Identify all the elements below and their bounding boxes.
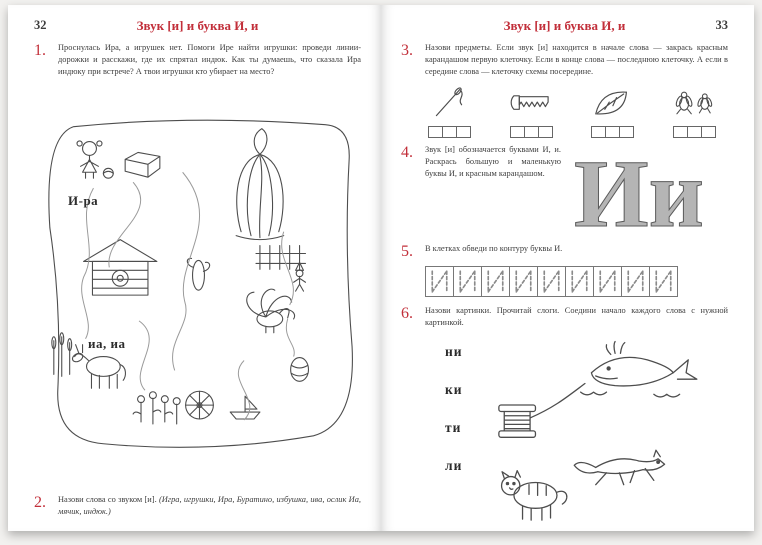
scheme-cell[interactable] [619,126,634,138]
scheme-cell[interactable] [428,126,443,138]
exercise-4-text: Звук [и] обозначается буквами И, и. Раскрась большую и маленькую буквы И, и красным карандашом. [425,144,561,178]
exercise-6-body [401,334,728,523]
syllable-li[interactable]: ли [445,457,463,473]
exercise-3-pictures [401,83,728,144]
exercise-6-number: 6. [401,304,413,322]
syllable-ki[interactable]: ки [445,381,463,397]
exercise-1-number: 1. [34,42,46,59]
trace-cell[interactable] [537,266,566,297]
trace-cell[interactable] [481,266,510,297]
exercise-3-text: Назови предметы. Если звук [и] находится в начале слова — закрась красным карандашом первую клеточку. Если в конце слова — последнюю клеточку. А если в середине слова — клеточку схемы посередине. [425,43,728,76]
scheme-cell[interactable] [456,126,471,138]
scheme-cell[interactable] [510,126,525,138]
exercise-2-instruction: Назови слова со звуком [и]. [58,495,157,505]
scheme-cell[interactable] [687,126,702,138]
exercise-1-text: Проснулась Ира, а игрушек нет. Помоги Ире найти игрушки: проведи линии-дорожки и расскажи, где их спрятал индюк. Как ты думаешь, что сказала Ира индюку при встрече? А твои игрушки кто убирает на место? [58,43,361,76]
trace-cell[interactable] [593,266,622,297]
trace-cell[interactable] [565,266,594,297]
syllable-list [401,334,463,523]
trace-cell[interactable] [453,266,482,297]
trace-cell[interactable] [425,266,454,297]
flowers-figure [133,392,180,424]
scheme-cell[interactable] [591,126,606,138]
sound-scheme[interactable] [428,126,470,138]
hut-figure [84,239,157,294]
syllable-ni[interactable]: ни [445,343,463,359]
whale-icon [580,341,696,396]
flies-icon [670,85,718,121]
page-title-left: Звук [и] и буква И, и [136,18,259,33]
picture-leaf [588,85,636,138]
cactus-figure [187,258,209,290]
scheme-cell[interactable] [701,126,716,138]
sailboat-figure [230,396,260,419]
trace-cell[interactable] [509,266,538,297]
sound-scheme[interactable] [591,126,633,138]
exercise-2-text [58,494,361,518]
girl-ira-figure [77,141,113,178]
page-number-right: 33 [715,18,728,32]
picture-flies [670,85,718,138]
exercise-5 [401,243,728,260]
exercise-2-number: 2. [34,494,46,512]
turkey-figure [247,289,295,333]
book-spread [8,5,754,531]
exercise-1 [34,42,361,78]
wheel-figure [186,391,214,419]
big-letters-ii [572,144,724,238]
exercise-6-pictures [463,334,728,523]
picture-saw [507,85,555,138]
page-32 [8,5,381,531]
sound-scheme[interactable] [673,126,715,138]
exercise-6 [401,305,728,329]
exercise-4 [401,144,728,238]
exercise-3 [401,42,728,78]
trace-cell[interactable] [621,266,650,297]
fox-icon [574,450,664,484]
page-number-left: 32 [34,18,47,32]
maze-drawing [34,84,361,490]
exercise-2-answer-note: (Игра, игрушки, Ира, Буратино, избушка, ива, ослик Иа, мячик, индюк.) [58,495,361,517]
exercise-4-number: 4. [401,143,413,161]
big-letters-figure[interactable] [568,144,728,238]
exercise-5-number: 5. [401,242,413,260]
toy-box-figure [125,152,160,177]
exercise-5-text: В клетках обведи по контуру буквы И. [425,243,563,253]
exercise-2 [34,494,361,518]
leaf-icon [588,85,636,121]
trace-cells-row[interactable] [425,266,728,297]
page-header-left [34,18,361,34]
tiger-icon [501,470,566,519]
scheme-cell[interactable] [538,126,553,138]
scheme-cell[interactable] [524,126,539,138]
exercise-3-number: 3. [401,42,413,59]
egg-figure [291,357,309,381]
scheme-cell[interactable] [673,126,688,138]
saw-icon [507,85,555,121]
scheme-cell[interactable] [442,126,457,138]
page-title-right: Звук [и] и буква И, и [503,18,626,33]
thread-spool-icon [498,383,584,437]
big-letters-text: Ии [574,143,704,238]
picture-needle [425,85,473,138]
trace-cell[interactable] [649,266,678,297]
maze-illustration [34,84,361,490]
scheme-cell[interactable] [605,126,620,138]
maze-label-ira: И-ра [68,193,99,209]
needle-icon [425,85,473,121]
sound-scheme[interactable] [510,126,552,138]
syllable-ti[interactable]: ти [445,419,462,435]
exercise-6-text: Назови картинки. Прочитай слоги. Соедини начало каждого слова с нужной картинкой. [425,305,728,327]
page-header-right [401,18,728,34]
page-33 [381,5,754,531]
willow-tree-figure [236,128,284,239]
reeds-figure [52,333,72,377]
maze-label-ia: иа, иа [88,335,126,351]
